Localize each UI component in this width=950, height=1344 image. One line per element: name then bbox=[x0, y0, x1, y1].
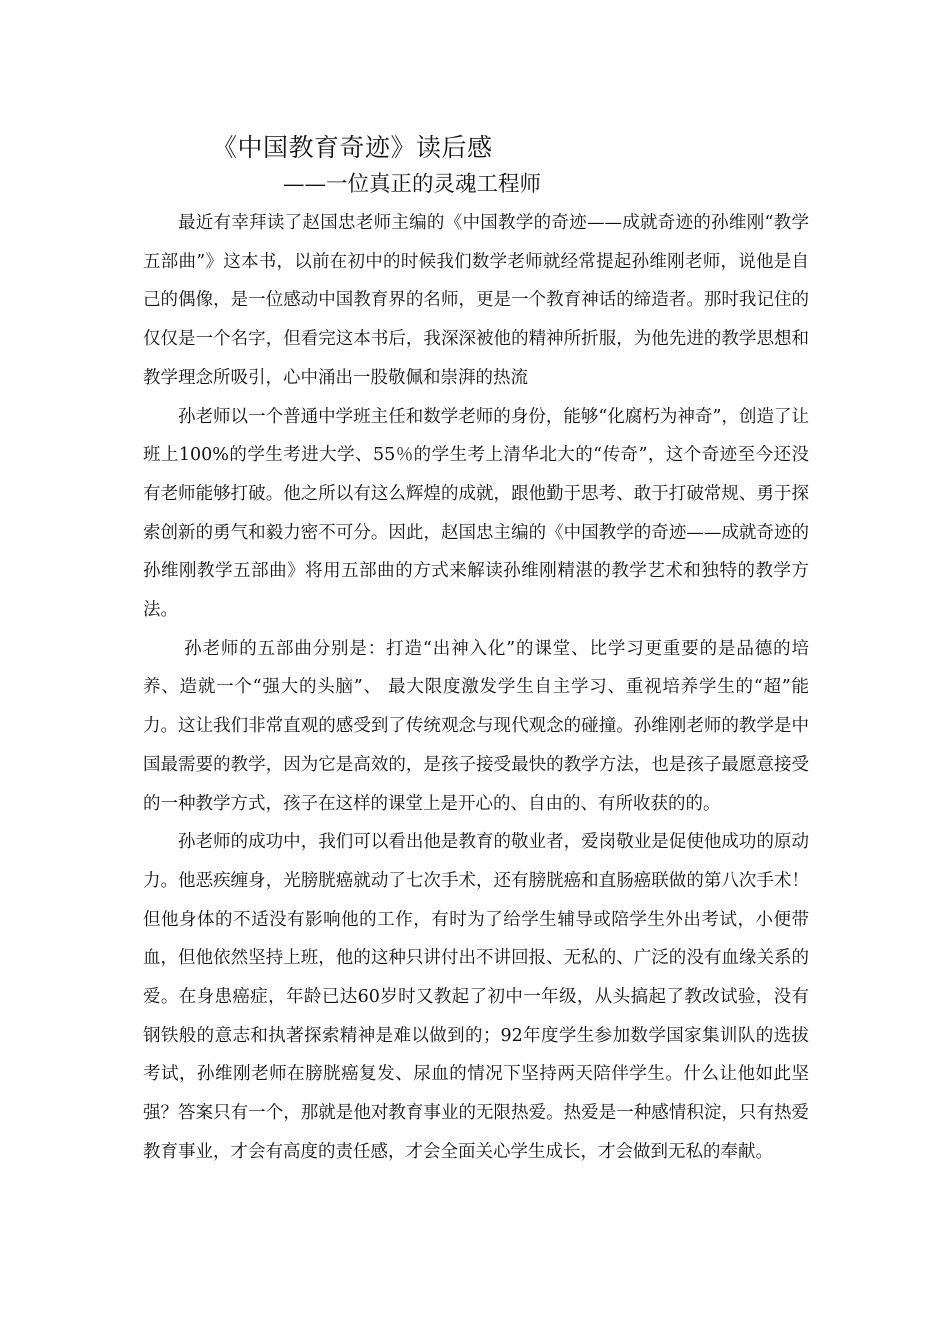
document-body bbox=[143, 204, 809, 1172]
paragraph-3: 孙老师的五部曲分别是：打造“出神入化”的课堂、比学习更重要的是品德的培养、造就一个“强大的头脑”、 最大限度激发学生自主学习、重视培养学生的“超”能力。这让我们非常直观的感受到了传统观念与现代观念的碰撞。孙维刚老师的教学是中国最需要的教学，因为它是高效的，是孩子接受最快的教学方法，也是孩子最愿意接受的一种教学方式，孩子在这样的课堂上是开心的、自由的、有所收获的的。 bbox=[143, 638, 809, 814]
paragraph-2: 孙老师以一个普通中学班主任和数学老师的身份，能够“化腐朽为神奇”，创造了让班上100%的学生考进大学、55％的学生考上清华北大的“传奇”，这个奇迹至今还没有老师能够打破。他之所以有这么辉煌的成就，跟他勤于思考、敢于打破常规、勇于探索创新的勇气和毅力密不可分。因此，赵国忠主编的《中国教学的奇迹——成就奇迹的孙维刚教学五部曲》将用五部曲的方式来解读孙维刚精湛的教学艺术和独特的教学方法。 bbox=[143, 406, 809, 621]
document-subtitle: ——一位真正的灵魂工程师 bbox=[283, 172, 542, 197]
document-title: 《中国教育奇迹》读后感 bbox=[212, 133, 493, 162]
paragraph-1: 最近有幸拜读了赵国忠老师主编的《中国教学的奇迹——成就奇迹的孙维刚“教学五部曲”》这本书，以前在初中的时候我们数学老师就经常提起孙维刚老师，说他是自己的偶像，是一位感动中国教育界的名师，更是一个教育神话的缔造者。那时我记住的仅仅是一个名字，但看完这本书后，我深深被他的精神所折服，为他先进的教学思想和教学理念所吸引，心中涌出一股敬佩和崇湃的热流 bbox=[143, 213, 809, 388]
paragraph-4: 孙老师的成功中，我们可以看出他是教育的敬业者，爱岗敬业是促使他成功的原动力。他恶疾缠身，光膀胱癌就动了七次手术，还有膀胱癌和直肠癌联做的第八次手术！但他身体的不适没有影响他的工作，有时为了给学生辅导或陪学生外出考试，小便带血，但他依然坚持上班，他的这种只讲付出不讲回报、无私的、广泛的没有血缘关系的爱。在身患癌症，年龄已达60岁时又教起了初中一年级，从头搞起了教改试验，没有钢铁般的意志和执著探索精神是难以做到的；92年度学生参加数学国家集训队的选拔考试，孙维刚老师在膀胱癌复发、尿血的情况下坚持两天陪伴学生。什么让他如此坚强？答案只有一个，那就是他对教育事业的无限热爱。热爱是一种感情积淀，只有热爱教育事业，才会有高度的责任感，才会全面关心学生成长，才会做到无私的奉献。 bbox=[143, 832, 809, 1162]
